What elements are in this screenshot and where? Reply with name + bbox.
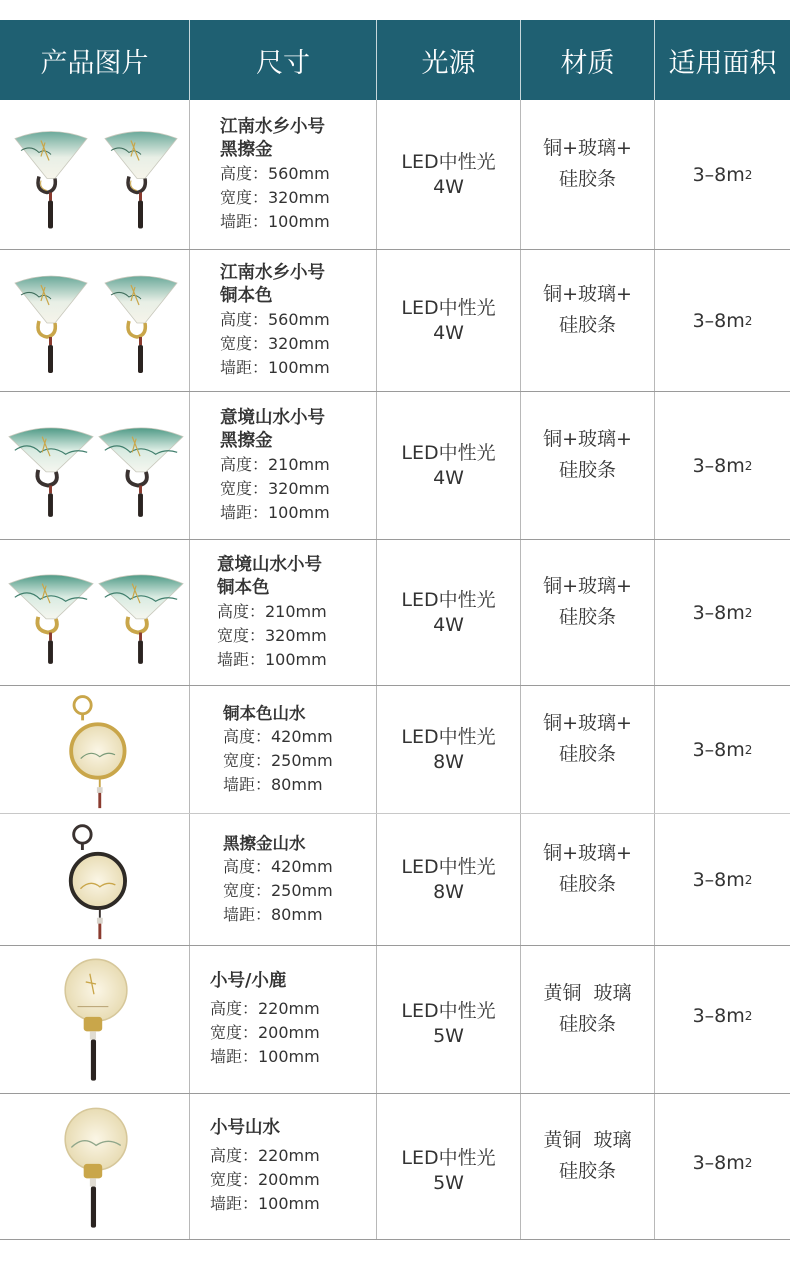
- spec-height: 高度：210mm: [220, 454, 330, 474]
- product-finish: 黑擦金: [220, 139, 273, 160]
- area-cell: 3–8m 2: [692, 163, 753, 186]
- table-row: [0, 686, 790, 814]
- material-line: 硅胶条: [558, 742, 616, 765]
- material-line: 硅胶条: [558, 872, 616, 895]
- spec-wall-distance: 墙距：100mm: [220, 211, 330, 231]
- spec-wall-distance: 墙距：100mm: [220, 502, 330, 522]
- table-header: [0, 20, 790, 100]
- product-finish: 黑擦金: [220, 430, 273, 451]
- product-name: 小号山水: [210, 1118, 280, 1138]
- product-finish: 铜本色: [220, 285, 273, 306]
- material-line: 铜+玻璃+: [543, 427, 632, 450]
- area-value: 3–8m: [692, 309, 745, 332]
- material-cell: [521, 1094, 655, 1239]
- product-image: [0, 814, 190, 945]
- material-line: 硅胶条: [558, 458, 616, 481]
- header-area: 适用面积: [668, 47, 777, 79]
- table-row: [0, 392, 790, 540]
- spec-width: 宽度：320mm: [220, 333, 330, 353]
- material-line: 铜+玻璃+: [543, 574, 632, 597]
- product-image: [0, 1094, 190, 1239]
- area-value: 3–8m: [692, 454, 745, 477]
- material-line: 硅胶条: [558, 1159, 616, 1182]
- table-row: [0, 250, 790, 392]
- area-value: 3–8m: [692, 1151, 745, 1174]
- header-light-source: 光源: [377, 20, 521, 100]
- size-cell: [190, 946, 377, 1093]
- spec-height: 高度：560mm: [220, 309, 330, 329]
- material-line: 铜+玻璃+: [543, 136, 632, 159]
- light-source-cell: [377, 1094, 521, 1239]
- light-type: LED中性光: [401, 296, 496, 319]
- light-type: LED中性光: [401, 1146, 496, 1169]
- product-name: 意境山水小号: [217, 554, 322, 575]
- spec-width: 宽度：320mm: [217, 625, 327, 645]
- area-cell: 3–8m 2: [692, 601, 753, 624]
- spec-width: 宽度：320mm: [220, 478, 330, 498]
- table-row: [0, 100, 790, 250]
- spec-height: 高度：420mm: [223, 857, 333, 876]
- light-power: 5W: [433, 1024, 464, 1047]
- light-type: LED中性光: [401, 855, 496, 878]
- spec-wall-distance: 墙距：100mm: [217, 649, 327, 669]
- material-line: 黄铜 玻璃: [543, 981, 632, 1004]
- product-name: 意境山水小号: [220, 407, 325, 428]
- light-source-cell: [377, 250, 521, 391]
- area-value: 3–8m: [692, 1004, 745, 1027]
- material-line: 铜+玻璃+: [543, 841, 632, 864]
- product-image: [0, 946, 190, 1093]
- light-source-cell: [377, 814, 521, 945]
- material-cell: [521, 100, 655, 249]
- material-cell: [521, 686, 655, 813]
- header-product-image: 产品图片: [0, 20, 190, 100]
- fan-lamp-landscape-black-gold-icon: [5, 403, 185, 528]
- light-type: LED中性光: [401, 999, 496, 1022]
- spec-wall-distance: 墙距：80mm: [223, 905, 323, 924]
- light-type: LED中性光: [401, 441, 496, 464]
- spec-wall-distance: 墙距：100mm: [210, 1194, 320, 1213]
- size-cell: [190, 100, 377, 249]
- spec-width: 宽度：200mm: [210, 1170, 320, 1189]
- area-cell: 3–8m 2: [692, 1004, 753, 1027]
- fan-lamp-landscape-brass-icon: [5, 550, 185, 675]
- size-cell: [190, 392, 377, 539]
- table-row: [0, 814, 790, 946]
- spec-height: 高度：210mm: [217, 601, 327, 621]
- area-cell: 3–8m 2: [692, 868, 753, 891]
- material-cell: [521, 540, 655, 685]
- light-type: LED中性光: [401, 725, 496, 748]
- area-cell: 3–8m 2: [692, 309, 753, 332]
- material-line: 硅胶条: [558, 313, 616, 336]
- spec-width: 宽度：250mm: [223, 751, 333, 770]
- fan-lamp-black-gold-icon: [5, 110, 185, 240]
- product-name: 铜本色山水: [223, 704, 306, 723]
- area-value: 3–8m: [692, 601, 745, 624]
- product-name: 小号/小鹿: [210, 971, 287, 991]
- spec-height: 高度：560mm: [220, 163, 330, 183]
- size-cell: [190, 1094, 377, 1239]
- material-cell: [521, 814, 655, 945]
- material-line: 硅胶条: [558, 167, 616, 190]
- product-finish: 铜本色: [217, 577, 270, 598]
- material-line: 黄铜 玻璃: [543, 1128, 632, 1151]
- light-power: 8W: [433, 880, 464, 903]
- disc-lamp-deer-icon: [59, 953, 131, 1087]
- spec-width: 宽度：200mm: [210, 1023, 320, 1042]
- light-source-cell: [377, 686, 521, 813]
- area-value: 3–8m: [692, 868, 745, 891]
- product-image: [0, 392, 190, 539]
- spec-wall-distance: 墙距：100mm: [220, 357, 330, 377]
- light-source-cell: [377, 100, 521, 249]
- product-name: 黑擦金山水: [223, 834, 306, 853]
- size-cell: [190, 814, 377, 945]
- table-row: [0, 540, 790, 686]
- area-cell: 3–8m 2: [692, 454, 753, 477]
- light-power: 4W: [433, 175, 464, 198]
- material-cell: [521, 250, 655, 391]
- light-power: 8W: [433, 750, 464, 773]
- header-material: 材质: [521, 20, 655, 100]
- material-line: 硅胶条: [558, 1012, 616, 1035]
- light-power: 4W: [433, 321, 464, 344]
- light-power: 4W: [433, 466, 464, 489]
- fan-lamp-brass-icon: [5, 258, 185, 383]
- size-cell: [190, 540, 377, 685]
- light-type: LED中性光: [401, 588, 496, 611]
- size-cell: [190, 686, 377, 813]
- size-cell: [190, 250, 377, 391]
- light-power: 4W: [433, 613, 464, 636]
- product-name: 江南水乡小号: [220, 116, 325, 137]
- material-line: 铜+玻璃+: [543, 711, 632, 734]
- light-source-cell: [377, 540, 521, 685]
- light-source-cell: [377, 392, 521, 539]
- area-cell: 3–8m 2: [692, 1151, 753, 1174]
- table-row: [0, 946, 790, 1094]
- area-cell: 3–8m 2: [692, 738, 753, 761]
- area-value: 3–8m: [692, 738, 745, 761]
- product-image: [0, 100, 190, 249]
- product-image: [0, 540, 190, 685]
- round-lamp-black-gold-icon: [60, 817, 130, 943]
- spec-height: 高度：420mm: [223, 727, 333, 746]
- spec-width: 宽度：250mm: [223, 881, 333, 900]
- product-name: 江南水乡小号: [220, 262, 325, 283]
- round-lamp-brass-icon: [60, 688, 130, 812]
- light-source-cell: [377, 946, 521, 1093]
- header-size: 尺寸: [190, 20, 377, 100]
- spec-height: 高度：220mm: [210, 999, 320, 1018]
- light-type: LED中性光: [401, 150, 496, 173]
- spec-wall-distance: 墙距：100mm: [210, 1047, 320, 1066]
- spec-wall-distance: 墙距：80mm: [223, 775, 323, 794]
- spec-width: 宽度：320mm: [220, 187, 330, 207]
- product-image: [0, 250, 190, 391]
- material-line: 铜+玻璃+: [543, 282, 632, 305]
- material-cell: [521, 946, 655, 1093]
- table-row: [0, 1094, 790, 1240]
- product-image: [0, 686, 190, 813]
- disc-lamp-landscape-icon: [59, 1100, 131, 1234]
- material-line: 硅胶条: [558, 605, 616, 628]
- spec-height: 高度：220mm: [210, 1146, 320, 1165]
- light-power: 5W: [433, 1171, 464, 1194]
- material-cell: [521, 392, 655, 539]
- area-value: 3–8m: [692, 163, 745, 186]
